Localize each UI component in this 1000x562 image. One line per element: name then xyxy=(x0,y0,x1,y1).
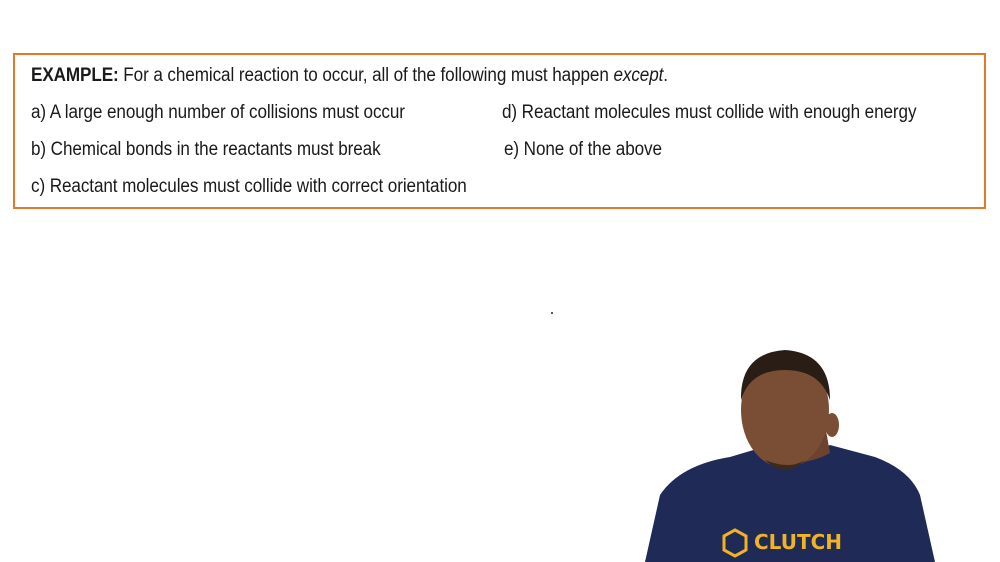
presenter-video xyxy=(640,345,960,562)
question-end: . xyxy=(663,65,668,86)
question-body: For a chemical reaction to occur, all of the following must happen xyxy=(123,65,609,86)
question-text xyxy=(31,65,668,87)
example-label: EXAMPLE: xyxy=(31,65,119,86)
question-emphasis: except xyxy=(613,65,664,86)
option-d: d) Reactant molecules must collide with enough energy xyxy=(502,102,917,123)
option-e: e) None of the above xyxy=(504,139,662,160)
option-a: a) A large enough number of collisions must occur xyxy=(31,102,405,123)
option-b: b) Chemical bonds in the reactants must break xyxy=(31,139,381,160)
clutch-logo-text: CLUTCH xyxy=(754,530,843,554)
example-question-box xyxy=(13,53,986,209)
cursor-dot xyxy=(551,312,553,314)
option-c: c) Reactant molecules must collide with correct orientation xyxy=(31,176,467,197)
